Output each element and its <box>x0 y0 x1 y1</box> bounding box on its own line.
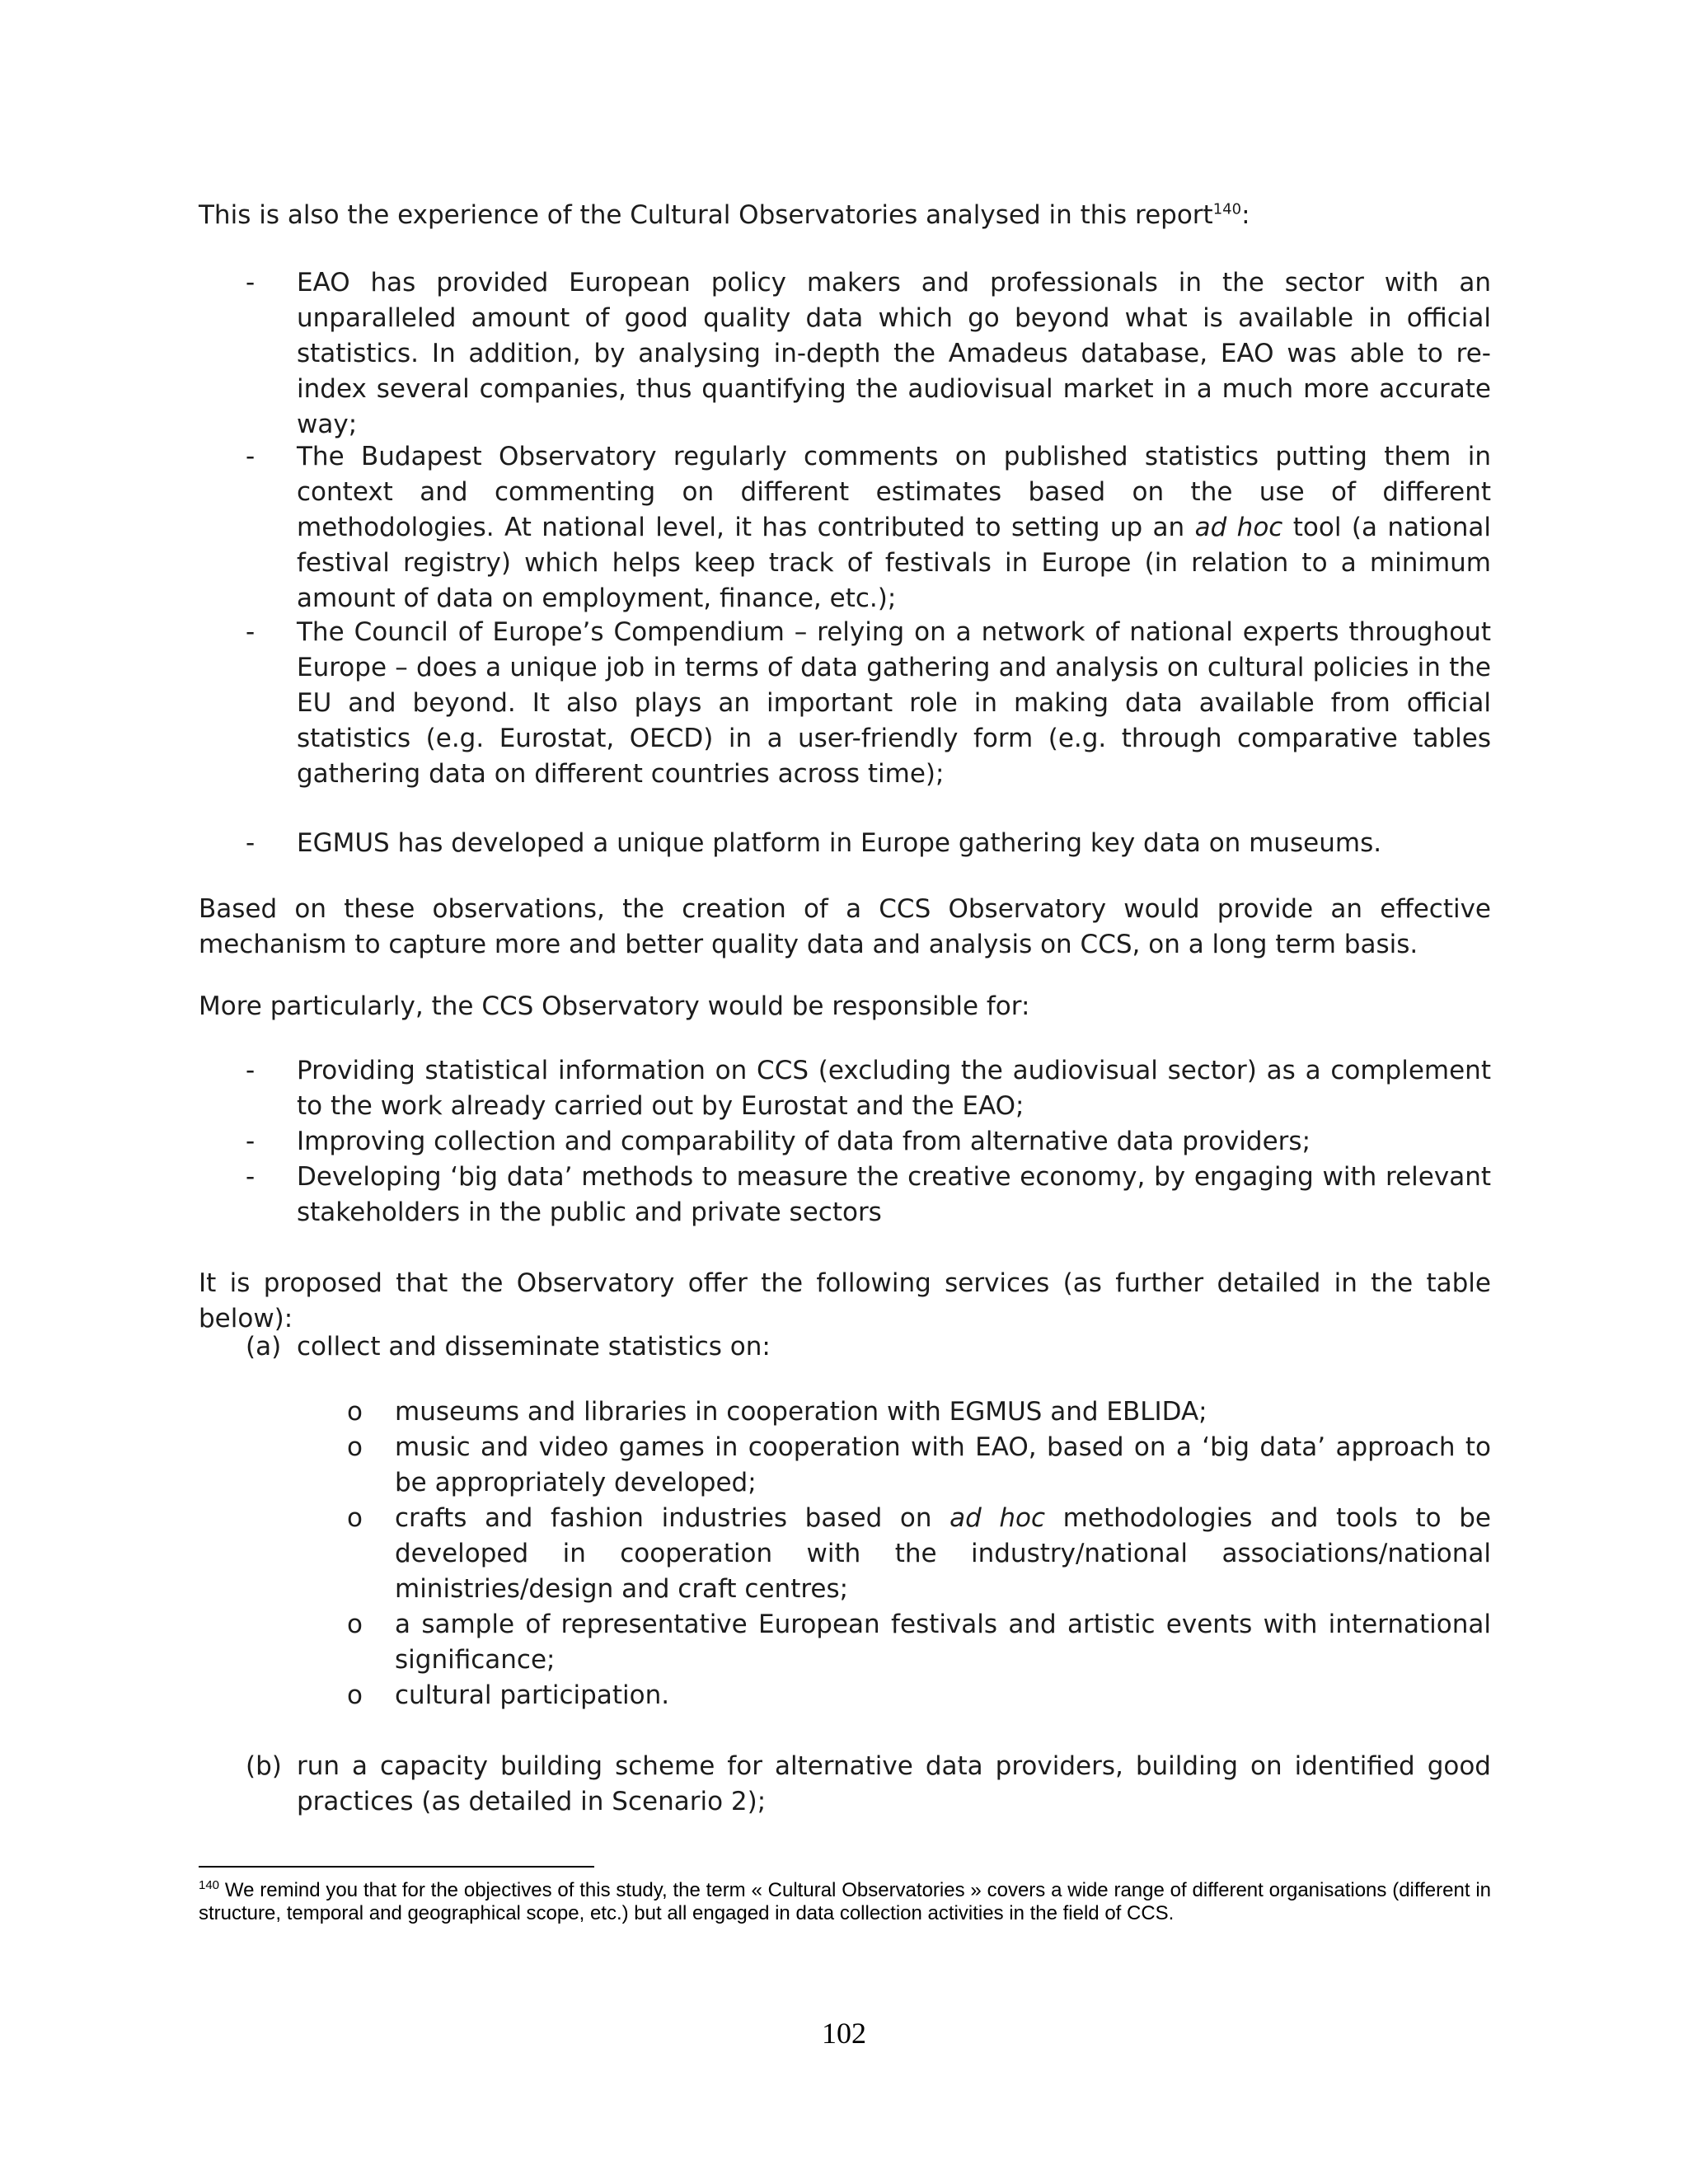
sub-bullet: o <box>347 1610 363 1639</box>
list-item-text: The Council of Europe’s Compendium – relying on a network of national experts throughout Europe – does a unique job in terms of data gathering and analysis on cultural policies in the EU and beyond. It also plays an important role in making data available from official statistics (e.g. Eurostat, OECD) in a user-friendly form (e.g. through comparative tables gathering data on different countries across time); <box>297 617 1491 789</box>
list-item-responsibility <box>246 1053 1491 1124</box>
paragraph-services: It is proposed that the Observatory offer the following services (as further detailed in the table below): <box>199 1268 1491 1333</box>
list-item-egmus <box>246 826 1491 861</box>
list-item-text: Improving collection and comparability of data from alternative data providers; <box>297 1127 1311 1156</box>
intro-text: This is also the experience of the Cultural Observatories analysed in this report <box>199 200 1213 230</box>
sub-list-item <box>347 1607 1491 1678</box>
service-item-a <box>246 1329 1491 1365</box>
sub-bullet: o <box>347 1503 363 1533</box>
intro-tail: : <box>1241 200 1250 230</box>
sub-bullet: o <box>347 1680 363 1710</box>
bullet-dash: - <box>246 442 256 471</box>
sub-list-item <box>347 1501 1491 1607</box>
sub-item-text: music and video games in cooperation with EAO, based on a ‘big data’ approach to be appropriately developed; <box>395 1432 1491 1497</box>
list-item-text: Providing statistical information on CCS (excluding the audiovisual sector) as a complement to the work already carried out by Eurostat and the EAO; <box>297 1056 1491 1121</box>
bullet-dash: - <box>246 1127 256 1156</box>
sub-item-text: museums and libraries in cooperation with EGMUS and EBLIDA; <box>395 1397 1207 1427</box>
list-item-responsibility <box>246 1160 1491 1230</box>
footnote-text: We remind you that for the objectives of this study, the term « Cultural Observatories » covers a wide range of different organisations (different in structure, temporal and geographical scope, etc.) but all engaged in data collection activities in the field of CCS. <box>199 1879 1491 1924</box>
footnote-separator <box>199 1866 594 1868</box>
sub-item-text: crafts and fashion industries based on ad hoc methodologies and tools to be developed in cooperation with the industry/national associations/national ministries/design and craft centres; <box>395 1503 1491 1604</box>
sub-item-text: a sample of representative European festivals and artistic events with international significance; <box>395 1610 1491 1675</box>
service-item-b <box>246 1749 1491 1820</box>
list-marker: (a) <box>246 1332 282 1361</box>
service-text: collect and disseminate statistics on: <box>297 1332 771 1361</box>
footnote-number: 140 <box>199 1878 220 1892</box>
sub-bullet: o <box>347 1397 363 1427</box>
page-number: 102 <box>822 2017 866 2050</box>
list-item-eao <box>246 265 1491 443</box>
italic-term: ad hoc <box>950 1503 1046 1533</box>
list-item-responsibility <box>246 1124 1491 1160</box>
list-item-text: EGMUS has developed a unique platform in Europe gathering key data on museums. <box>297 828 1382 858</box>
bullet-dash: - <box>246 1056 256 1085</box>
paragraph-observations: Based on these observations, the creation of a CCS Observatory would provide an effective mechanism to capture more and better quality data and analysis on CCS, on a long term basis. <box>199 894 1491 959</box>
footnote-reference[interactable]: 140 <box>1212 200 1242 218</box>
list-item-text: Developing ‘big data’ methods to measure the creative economy, by engaging with relevant stakeholders in the public and private sectors <box>297 1162 1491 1227</box>
bullet-dash: - <box>246 828 256 858</box>
italic-term: ad hoc <box>1194 513 1283 542</box>
footnote <box>199 1879 1491 1925</box>
sub-list-item <box>347 1678 1491 1713</box>
sub-list-item <box>347 1394 1491 1430</box>
sub-item-text: cultural participation. <box>395 1680 670 1710</box>
bullet-dash: - <box>246 617 256 647</box>
sub-bullet: o <box>347 1432 363 1462</box>
bullet-dash: - <box>246 268 256 298</box>
bullet-dash: - <box>246 1162 256 1192</box>
paragraph-responsible: More particularly, the CCS Observatory would be responsible for: <box>199 991 1030 1021</box>
list-marker: (b) <box>246 1751 282 1781</box>
list-item-compendium <box>246 615 1491 792</box>
sub-list-item <box>347 1430 1491 1501</box>
list-item-text: EAO has provided European policy makers and professionals in the sector with an unparalleled amount of good quality data which go beyond what is available in official statistics. In addition, by analysing in-depth the Amadeus database, EAO was able to re-index several companies, thus quantifying the audiovisual market in a much more accurate way; <box>297 268 1491 439</box>
intro-paragraph <box>199 198 1250 233</box>
list-item-budapest <box>246 439 1491 616</box>
service-text: run a capacity building scheme for alternative data providers, building on identified good practices (as detailed in Scenario 2); <box>297 1751 1491 1816</box>
list-item-text: The Budapest Observatory regularly comments on published statistics putting them in context and commenting on different estimates based on the use of different methodologies. At national level, it has contributed to setting up an ad hoc tool (a national festival registry) which helps keep track of festivals in Europe (in relation to a minimum amount of data on employment, finance, etc.); <box>297 442 1491 613</box>
